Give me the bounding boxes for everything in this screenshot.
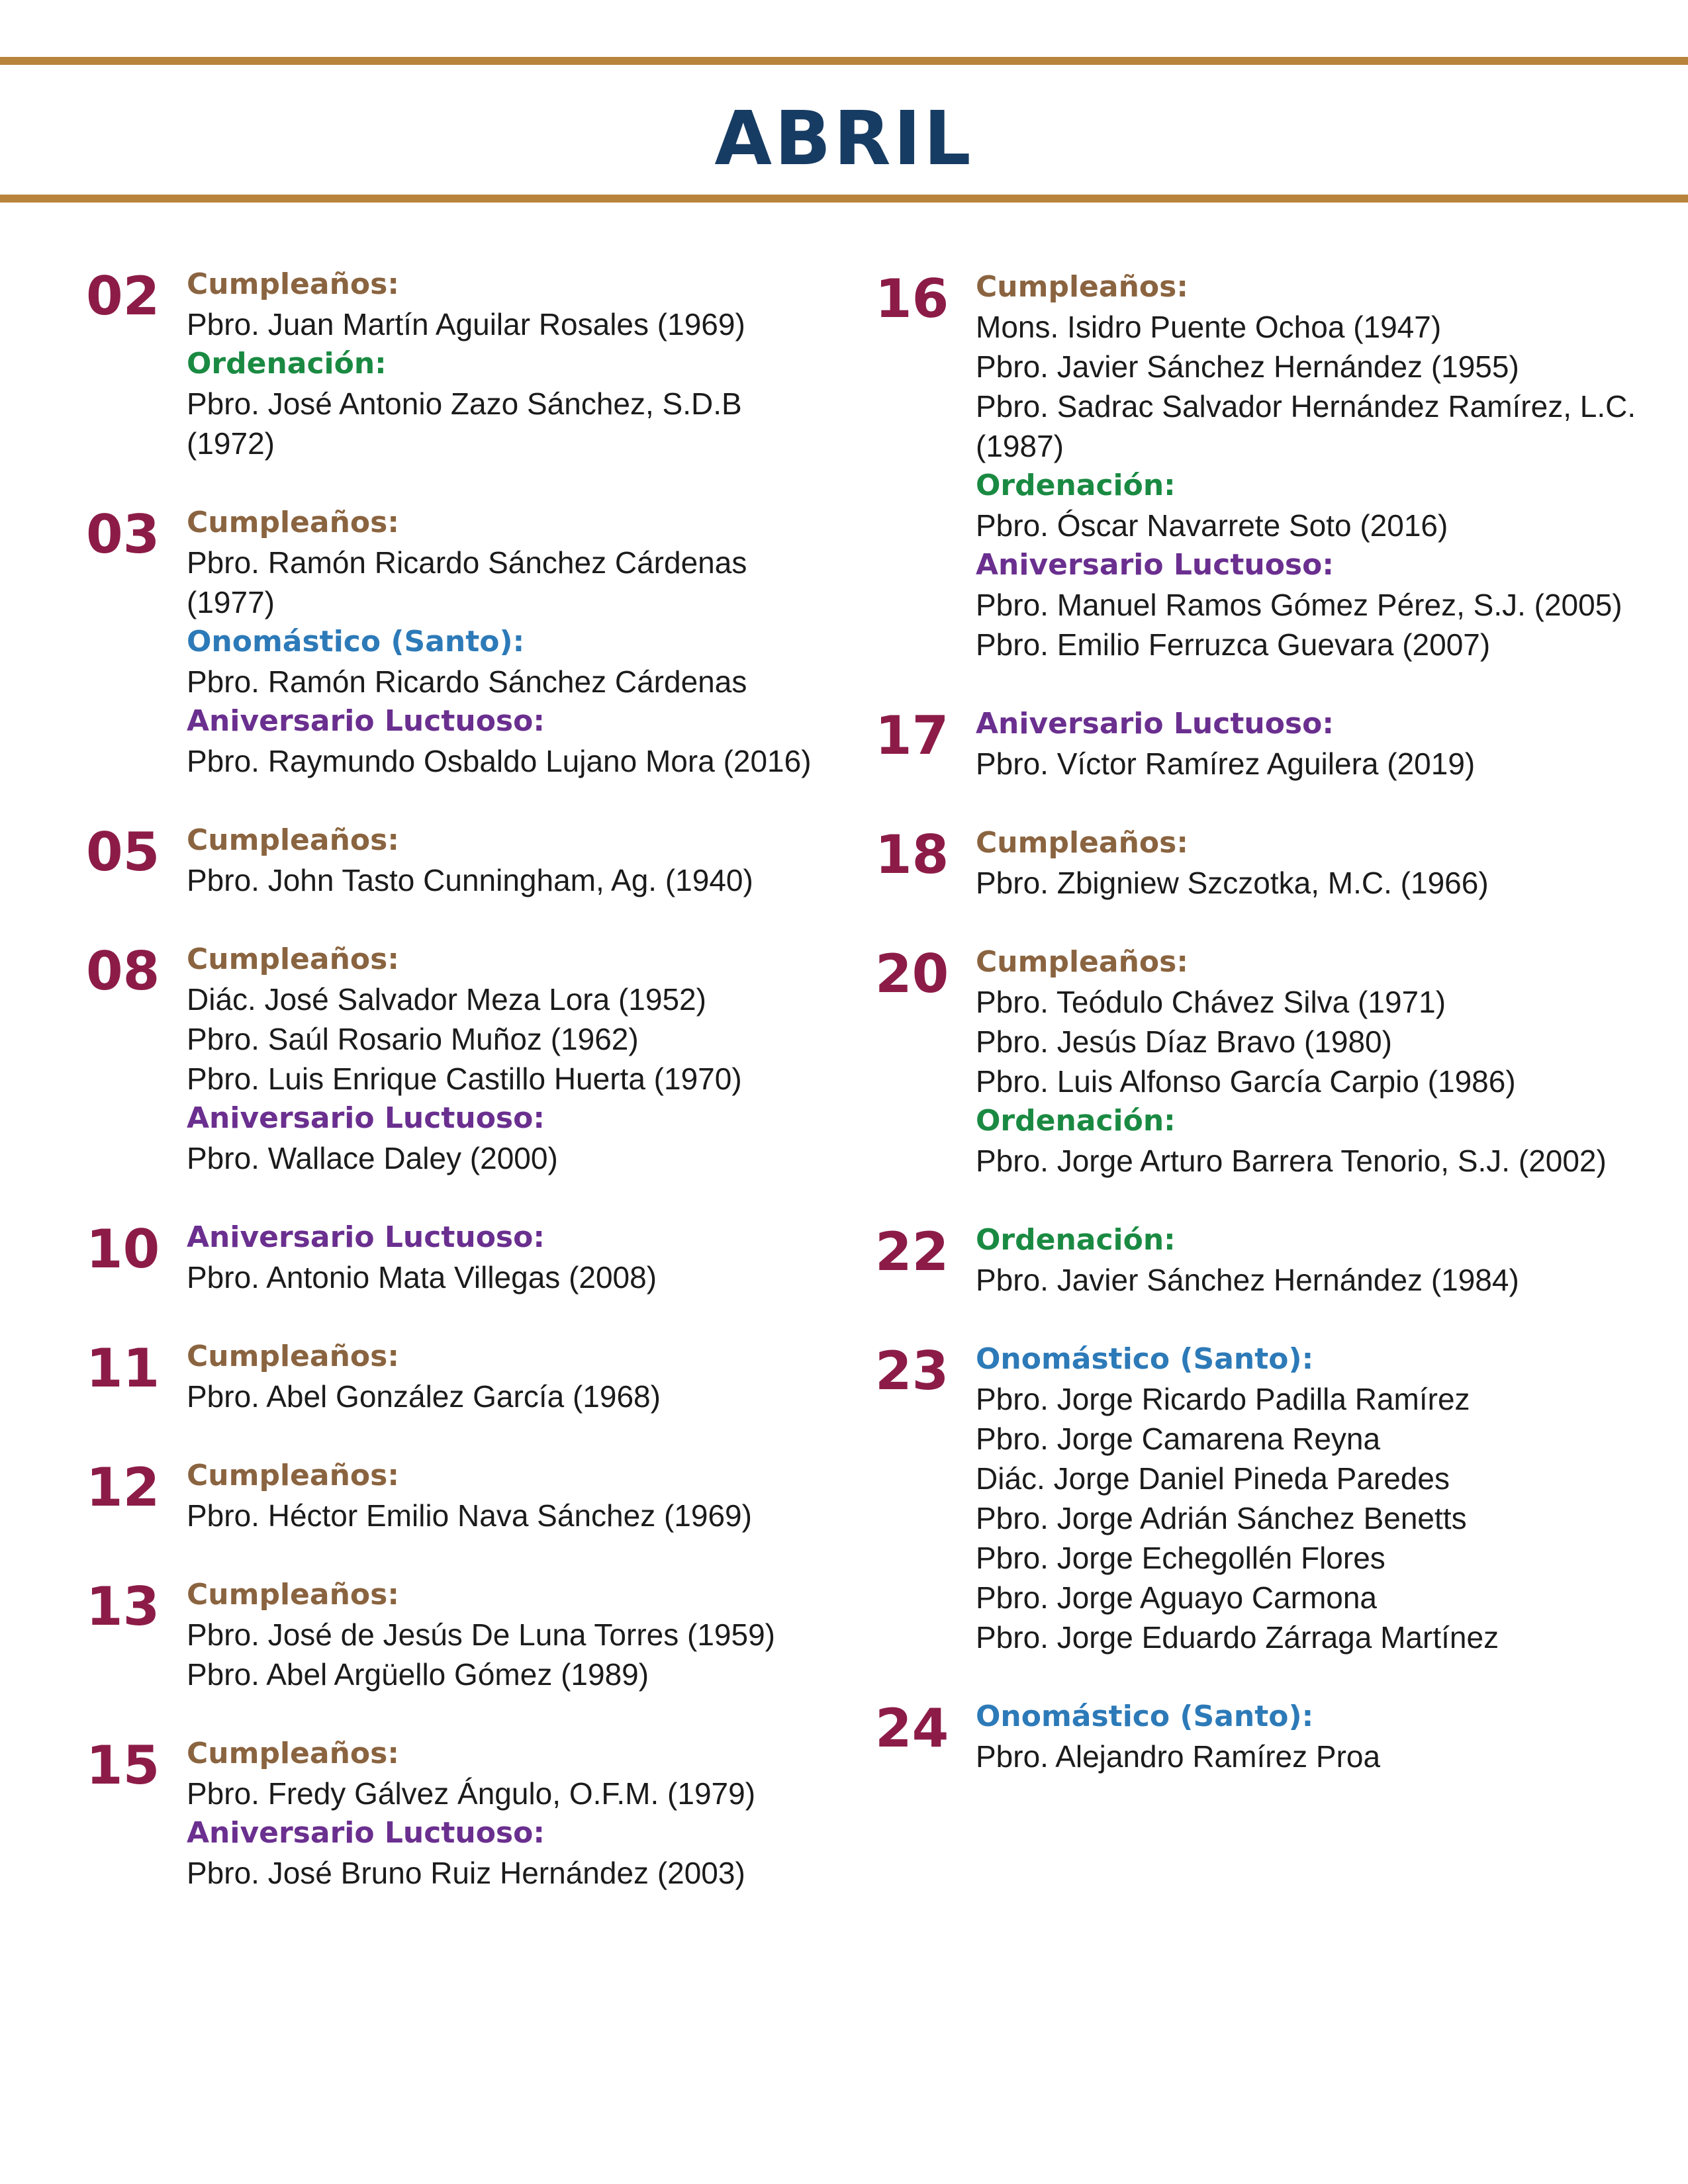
- cumpleanos-label: Cumpleaños:: [187, 823, 399, 857]
- day-number: 23: [875, 1340, 949, 1402]
- person-name: Pbro. Alejandro Ramírez Proa: [976, 1739, 1381, 1774]
- day-number: 17: [875, 705, 949, 766]
- person-name: Diác. José Salvador Meza Lora (1952): [187, 982, 706, 1017]
- person-name: Pbro. Teódulo Chávez Silva (1971): [976, 985, 1446, 1019]
- day-entry: [875, 1340, 1643, 1657]
- day-entry: [86, 265, 834, 463]
- cumpleanos-label: Cumpleaños:: [187, 506, 399, 539]
- cumpleanos-label: Cumpleaños:: [976, 826, 1188, 860]
- day-number: 18: [875, 824, 949, 886]
- onomastico-label: Onomástico (Santo):: [976, 1342, 1314, 1376]
- day-entry: [875, 823, 1643, 903]
- day-entry: [875, 267, 1643, 664]
- cumpleanos-label: Cumpleaños:: [187, 1737, 399, 1770]
- day-number: 08: [86, 940, 160, 1002]
- onomastico-label: Onomástico (Santo):: [187, 625, 525, 659]
- person-name: Pbro. Jorge Arturo Barrera Tenorio, S.J. (2002): [976, 1144, 1607, 1178]
- top-divider: [0, 57, 1688, 65]
- person-name: Pbro. Manuel Ramos Gómez Pérez, S.J. (2005): [976, 588, 1622, 622]
- ordenacion-label: Ordenación:: [187, 347, 387, 381]
- day-entry: [86, 1456, 834, 1535]
- person-name: Diác. Jorge Daniel Pineda Paredes: [976, 1461, 1450, 1496]
- person-name: Pbro. Abel Argüello Gómez (1989): [187, 1657, 649, 1692]
- day-entry: [875, 704, 1643, 784]
- ordenacion-label: Ordenación:: [976, 469, 1176, 502]
- page-title: ABRIL: [714, 96, 974, 182]
- aniversario-label: Aniversario Luctuoso:: [976, 707, 1334, 741]
- person-name: Pbro. Abel González García (1968): [187, 1379, 661, 1414]
- cumpleanos-label: Cumpleaños:: [976, 270, 1188, 304]
- person-name: Pbro. Jorge Eduardo Zárraga Martínez: [976, 1620, 1499, 1655]
- cumpleanos-label: Cumpleaños:: [187, 1578, 399, 1612]
- day-number: 11: [86, 1338, 160, 1399]
- person-name: Pbro. Sadrac Salvador Hernández Ramírez, L.C.: [976, 389, 1636, 424]
- person-name: Pbro. Fredy Gálvez Ángulo, O.F.M. (1979): [187, 1776, 756, 1811]
- day-number: 20: [875, 943, 949, 1005]
- bottom-divider: [0, 195, 1688, 203]
- cumpleanos-label: Cumpleaños:: [187, 1340, 399, 1373]
- person-name: (1987): [976, 429, 1064, 463]
- day-number: 24: [875, 1698, 949, 1759]
- day-entry: [86, 1734, 834, 1893]
- person-name: Pbro. José Bruno Ruiz Hernández (2003): [187, 1856, 745, 1890]
- person-name: Pbro. Jesús Díaz Bravo (1980): [976, 1024, 1392, 1059]
- day-number: 12: [86, 1457, 160, 1518]
- person-name: Pbro. Luis Alfonso García Carpio (1986): [976, 1064, 1516, 1099]
- person-name: Pbro. Jorge Camarena Reyna: [976, 1422, 1381, 1456]
- person-name: Pbro. Wallace Daley (2000): [187, 1141, 558, 1175]
- aniversario-label: Aniversario Luctuoso:: [187, 1816, 545, 1850]
- person-name: Pbro. Ramón Ricardo Sánchez Cárdenas (1977): [187, 545, 747, 619]
- cumpleanos-label: Cumpleaños:: [976, 945, 1188, 979]
- day-entry: [875, 1220, 1643, 1300]
- person-name: Pbro. Javier Sánchez Hernández (1984): [976, 1263, 1519, 1297]
- day-number: 02: [86, 265, 160, 327]
- day-entry: [86, 503, 834, 781]
- day-number: 05: [86, 821, 160, 883]
- day-number: 15: [86, 1735, 160, 1796]
- day-number: 10: [86, 1218, 160, 1280]
- day-entry: [875, 1697, 1643, 1776]
- person-name: Pbro. Luis Enrique Castillo Huerta (1970): [187, 1062, 742, 1096]
- day-number: 03: [86, 504, 160, 565]
- ordenacion-label: Ordenación:: [976, 1223, 1176, 1257]
- person-name: Pbro. Óscar Navarrete Soto (2016): [976, 508, 1448, 543]
- ordenacion-label: Ordenación:: [976, 1104, 1176, 1138]
- person-name: Pbro. Jorge Aguayo Carmona: [976, 1580, 1378, 1615]
- day-entry: [86, 1218, 834, 1297]
- person-name: Pbro. Juan Martín Aguilar Rosales (1969): [187, 307, 745, 341]
- person-name: Pbro. Jorge Ricardo Padilla Ramírez: [976, 1382, 1470, 1416]
- day-entry: [875, 942, 1643, 1181]
- person-name: Pbro. Saúl Rosario Muñoz (1962): [187, 1022, 639, 1056]
- day-entry: [86, 821, 834, 900]
- person-name: Mons. Isidro Puente Ochoa (1947): [976, 310, 1442, 344]
- aniversario-label: Aniversario Luctuoso:: [187, 704, 545, 738]
- person-name: Pbro. Ramón Ricardo Sánchez Cárdenas: [187, 664, 747, 699]
- person-name: Pbro. Víctor Ramírez Aguilera (2019): [976, 747, 1476, 781]
- person-name: Pbro. José de Jesús De Luna Torres (1959): [187, 1617, 775, 1652]
- person-name: Pbro. Zbigniew Szczotka, M.C. (1966): [976, 866, 1489, 900]
- onomastico-label: Onomástico (Santo):: [976, 1700, 1314, 1733]
- person-name: Pbro. Raymundo Osbaldo Lujano Mora (2016): [187, 744, 812, 778]
- person-name: Pbro. José Antonio Zazo Sánchez, S.D.B (1972): [187, 387, 742, 461]
- person-name: Pbro. John Tasto Cunningham, Ag. (1940): [187, 863, 753, 897]
- person-name: Pbro. Emilio Ferruzca Guevara (2007): [976, 627, 1491, 662]
- aniversario-label: Aniversario Luctuoso:: [187, 1101, 545, 1135]
- cumpleanos-label: Cumpleaños:: [187, 267, 399, 301]
- cumpleanos-label: Cumpleaños:: [187, 942, 399, 976]
- person-name: Pbro. Héctor Emilio Nava Sánchez (1969): [187, 1498, 752, 1533]
- day-number: 16: [875, 268, 949, 330]
- right-column: [875, 267, 1643, 1776]
- day-entry: [86, 940, 834, 1178]
- person-name: Pbro. Jorge Echegollén Flores: [976, 1541, 1385, 1575]
- day-number: 13: [86, 1576, 160, 1637]
- day-entry: [86, 1575, 834, 1694]
- aniversario-label: Aniversario Luctuoso:: [187, 1220, 545, 1254]
- person-name: Pbro. Antonio Mata Villegas (2008): [187, 1260, 657, 1295]
- person-name: Pbro. Javier Sánchez Hernández (1955): [976, 349, 1519, 384]
- cumpleanos-label: Cumpleaños:: [187, 1459, 399, 1492]
- day-number: 22: [875, 1221, 949, 1283]
- aniversario-label: Aniversario Luctuoso:: [976, 548, 1334, 582]
- left-column: [86, 265, 834, 1893]
- day-entry: [86, 1337, 834, 1416]
- person-name: Pbro. Jorge Adrián Sánchez Benetts: [976, 1501, 1467, 1535]
